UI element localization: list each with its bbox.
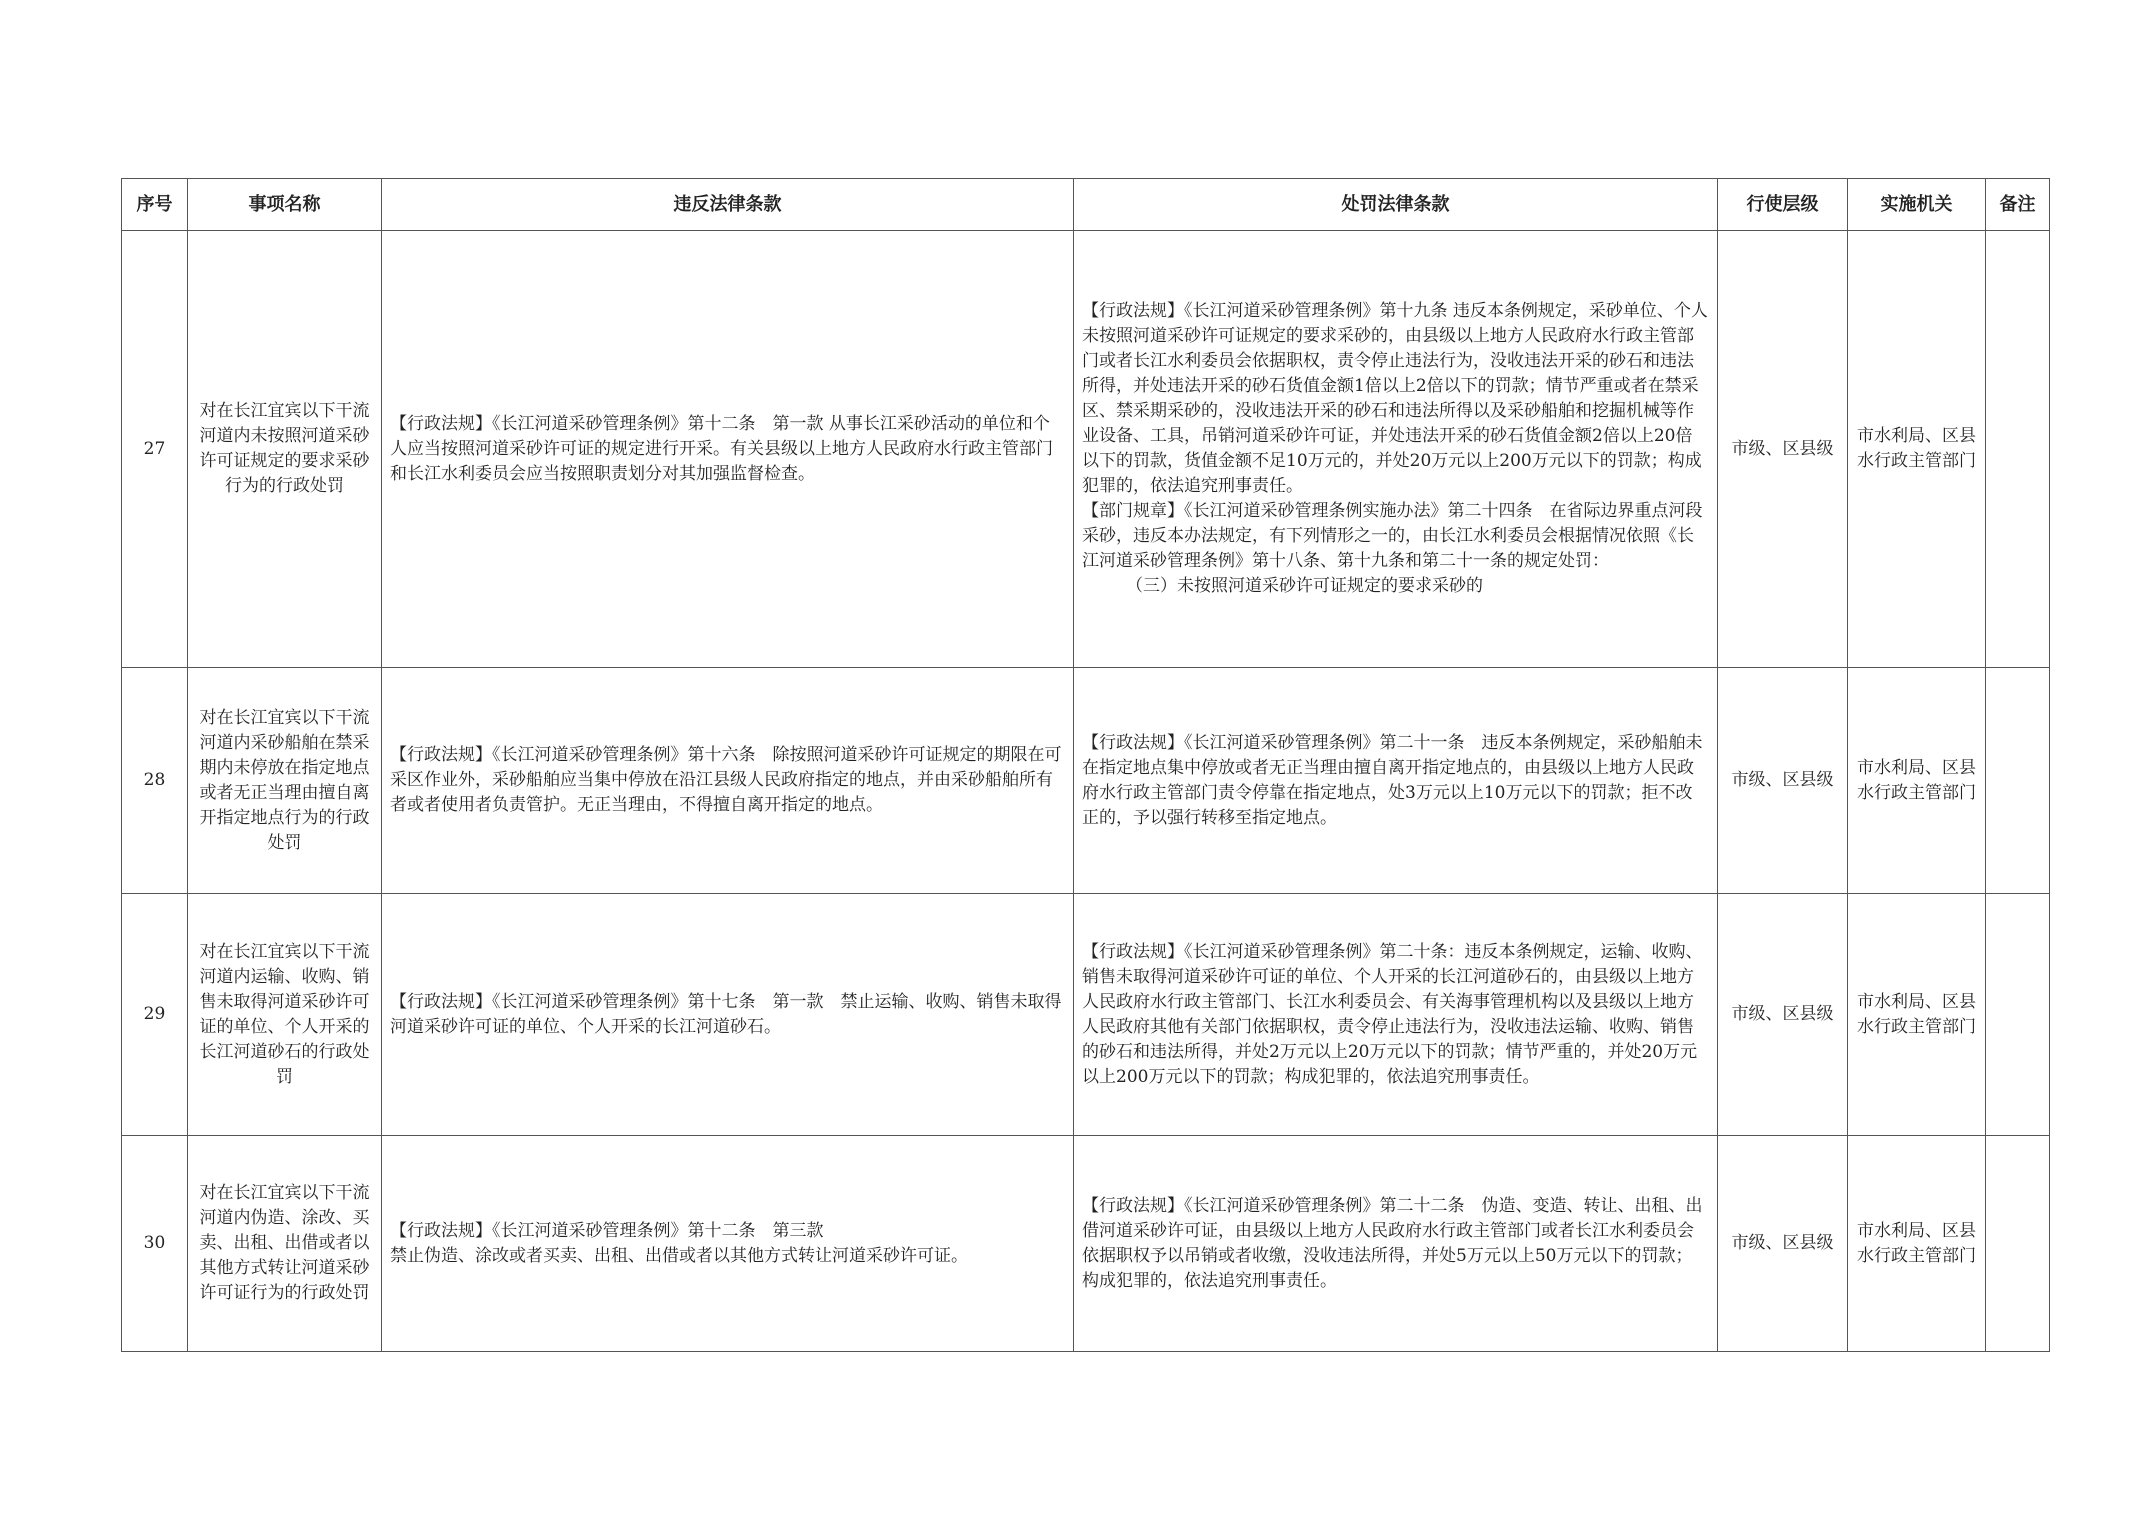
row-item-name: 对在长江宜宾以下干流河道内采砂船舶在禁采期内未停放在指定地点或者无正当理由擅自离开指定地点行为的行政处罚 — [188, 668, 382, 894]
header-item-name: 事项名称 — [188, 179, 382, 231]
penalty-text: 【行政法规】《长江河道采砂管理条例》第二十二条 伪造、变造、转让、出租、出借河道采砂许可证，由县级以上地方人民政府水行政主管部门或者长江水利委员会依据职权予以吊销或者收缴，没收违法所得，并处5万元以上50万元以下的罚款；构成犯罪的，依法追究刑事责任。 — [1082, 1195, 1703, 1291]
row-exercise-level: 市级、区县级 — [1718, 894, 1848, 1136]
violation-text: 【行政法规】《长江河道采砂管理条例》第十六条 除按照河道采砂许可证规定的期限在可采区作业外，采砂船舶应当集中停放在沿江县级人民政府指定的地点，并由采砂船舶所有者或者使用者负责管护。无正当理由，不得擅自离开指定的地点。 — [390, 745, 1062, 815]
row-agency: 市水利局、区县水行政主管部门 — [1848, 1136, 1986, 1352]
header-seq: 序号 — [122, 179, 188, 231]
row-seq: 29 — [122, 894, 188, 1136]
row-seq: 27 — [122, 231, 188, 668]
row-agency: 市水利局、区县水行政主管部门 — [1848, 668, 1986, 894]
row-seq: 28 — [122, 668, 188, 894]
violation-text: 【行政法规】《长江河道采砂管理条例》第十二条 第一款 从事长江采砂活动的单位和个人应当按照河道采砂许可证的规定进行开采。有关县级以上地方人民政府水行政主管部门和长江水利委员会应当按照职责划分对其加强监督检查。 — [390, 413, 1053, 484]
violation-text: 【行政法规】《长江河道采砂管理条例》第十二条 第三款 — [390, 1220, 824, 1241]
penalty-text: 【部门规章】《长江河道采砂管理条例实施办法》第二十四条 在省际边界重点河段采砂，违反本办法规定，有下列情形之一的，由长江水利委员会根据情况依照《长江河道采砂管理条例》第十八条、第十九条和第二十一条的规定处罚： — [1082, 501, 1703, 571]
row-exercise-level: 市级、区县级 — [1718, 1136, 1848, 1352]
row-penalty-clause — [1074, 668, 1718, 894]
row-note — [1986, 894, 2050, 1136]
header-exercise-level: 行使层级 — [1718, 179, 1848, 231]
row-note — [1986, 231, 2050, 668]
row-violation-clause — [382, 231, 1074, 668]
header-penalty-clause: 处罚法律条款 — [1074, 179, 1718, 231]
row-seq: 30 — [122, 1136, 188, 1352]
row-note — [1986, 1136, 2050, 1352]
penalty-text: 【行政法规】《长江河道采砂管理条例》第二十条：违反本条例规定，运输、收购、销售未取得河道采砂许可证的单位、个人开采的长江河道砂石的，由县级以上地方人民政府水行政主管部门、长江水利委员会、有关海事管理机构以及县级以上地方人民政府其他有关部门依据职权，责令停止违法行为，没收违法运输、收购、销售的砂石和违法所得，并处2万元以上20万元以下的罚款；情节严重的，并处20万元以上200万元以下的罚款；构成犯罪的，依法追究刑事责任。 — [1082, 941, 1703, 1087]
row-item-name: 对在长江宜宾以下干流河道内伪造、涂改、买卖、出租、出借或者以其他方式转让河道采砂许可证行为的行政处罚 — [188, 1136, 382, 1352]
row-penalty-clause — [1074, 1136, 1718, 1352]
row-violation-clause — [382, 1136, 1074, 1352]
header-note: 备注 — [1986, 179, 2050, 231]
penalty-text: 【行政法规】《长江河道采砂管理条例》第十九条 违反本条例规定，采砂单位、个人未按照河道采砂许可证规定的要求采砂的，由县级以上地方人民政府水行政主管部门或者长江水利委员会依据职权，责令停止违法行为，没收违法开采的砂石和违法所得，并处违法开采的砂石货值金额1倍以上2倍以下的罚款；情节严重或者在禁采区、禁采期采砂的，没收违法开采的砂石和违法所得以及采砂船舶和挖掘机械等作业设备、工具，吊销河道采砂许可证，并处违法开采的砂石货值金额2倍以上20倍以下的罚款，货值金额不足10万元的，并处20万元以上200万元以下的罚款；构成犯罪的，依法追究刑事责任。 — [1082, 301, 1708, 496]
table-header-row — [122, 179, 2050, 231]
table-row — [122, 668, 2050, 894]
header-violation-clause: 违反法律条款 — [382, 179, 1074, 231]
table-row — [122, 1136, 2050, 1352]
penalty-text: （三）未按照河道采砂许可证规定的要求采砂的 — [1126, 576, 1483, 596]
row-note — [1986, 668, 2050, 894]
violation-text: 禁止伪造、涂改或者买卖、出租、出借或者以其他方式转让河道采砂许可证。 — [390, 1245, 968, 1266]
row-exercise-level: 市级、区县级 — [1718, 668, 1848, 894]
header-agency: 实施机关 — [1848, 179, 1986, 231]
table-row — [122, 894, 2050, 1136]
row-penalty-clause — [1074, 231, 1718, 668]
penalty-text: 【行政法规】《长江河道采砂管理条例》第二十一条 违反本条例规定，采砂船舶未在指定地点集中停放或者无正当理由擅自离开指定地点的，由县级以上地方人民政府水行政主管部门责令停靠在指定地点，处3万元以上10万元以下的罚款；拒不改正的，予以强行转移至指定地点。 — [1082, 732, 1703, 828]
table-row — [122, 231, 2050, 668]
row-item-name: 对在长江宜宾以下干流河道内未按照河道采砂许可证规定的要求采砂行为的行政处罚 — [188, 231, 382, 668]
row-penalty-clause — [1074, 894, 1718, 1136]
row-violation-clause — [382, 894, 1074, 1136]
row-agency: 市水利局、区县水行政主管部门 — [1848, 231, 1986, 668]
row-agency: 市水利局、区县水行政主管部门 — [1848, 894, 1986, 1136]
violation-text: 【行政法规】《长江河道采砂管理条例》第十七条 第一款 禁止运输、收购、销售未取得河道采砂许可证的单位、个人开采的长江河道砂石。 — [390, 991, 1062, 1037]
row-exercise-level: 市级、区县级 — [1718, 231, 1848, 668]
regulation-table — [121, 178, 2050, 1352]
row-violation-clause — [382, 668, 1074, 894]
row-item-name: 对在长江宜宾以下干流河道内运输、收购、销售未取得河道采砂许可证的单位、个人开采的长江河道砂石的行政处罚 — [188, 894, 382, 1136]
